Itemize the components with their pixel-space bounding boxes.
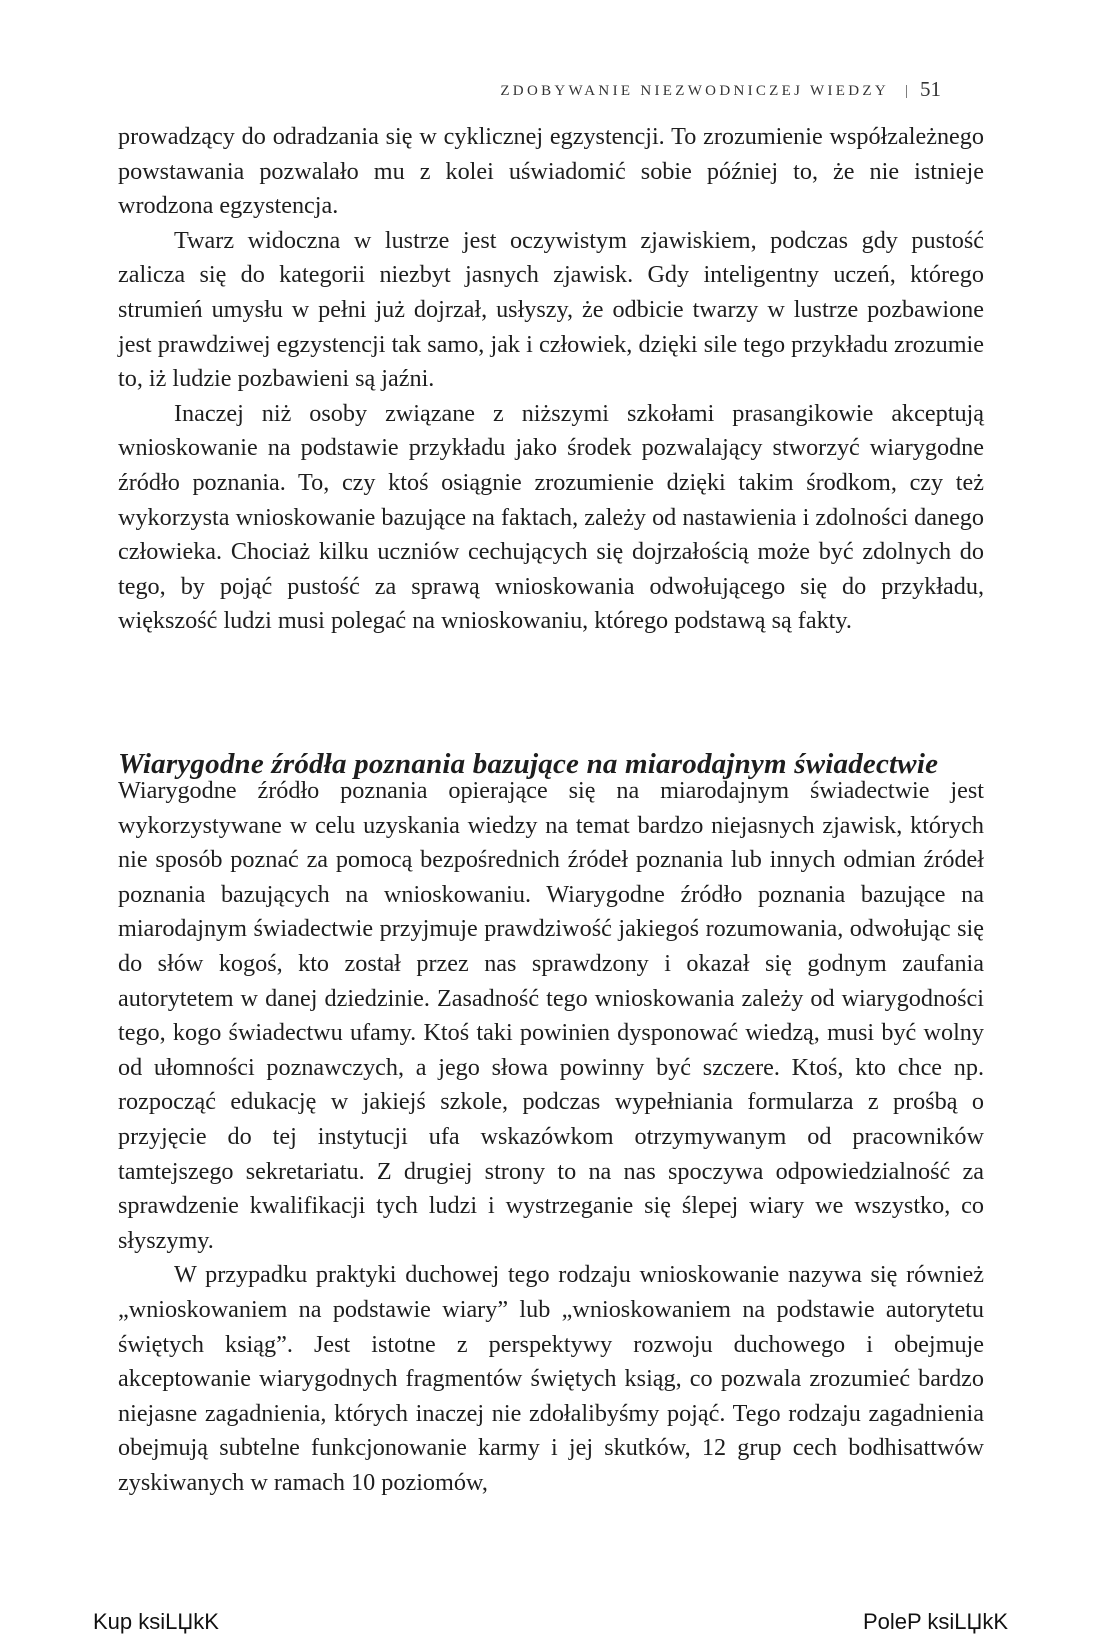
running-title: ZDOBYWANIE NIEZWODNICZEJ WIEDZY	[500, 83, 889, 99]
section-one-body	[118, 120, 984, 639]
section-two-body	[118, 774, 984, 1500]
section-heading: Wiarygodne źródła poznania bazujące na miarodajnym świadectwie	[118, 748, 939, 780]
paragraph: Twarz widoczna w lustrze jest oczywistym zjawiskiem, podczas gdy pustość zalicza się do kategorii niezbyt jasnych zjawisk. Gdy inteligentny uczeń, którego strumień umysłu w pełni już dojrzał, usłyszy, że odbicie twarzy w lustrze pozbawione jest prawdziwej egzystencji tak samo, jak i człowiek, dzięki sile tego przykładu zrozumie to, iż ludzie pozbawieni są jaźni.	[118, 226, 984, 393]
paragraph: W przypadku praktyki duchowej tego rodzaju wnioskowanie nazywa się również „wnioskowaniem na podstawie wiary” lub „wnioskowaniem na podstawie autorytetu świętych ksiąg”. Jest istotne z perspektywy rozwoju duchowego i obejmuje akceptowanie wiarygodnych fragmentów świętych ksiąg, co pozwala zrozumieć bardzo niejasne zagadnienia, których inaczej nie zdołalibyśmy pojąć. Tego rodzaju zagadnienia obejmują subtelne funkcjonowanie karmy i jej skutków, 12 grup cech bodhisattwów zyskiwanych w ramach 10 poziomów,	[118, 1261, 984, 1496]
recommend-book-link[interactable]: PoleP ksiLЏkK	[862, 1609, 1008, 1634]
paragraph: Inaczej niż osoby związane z niższymi szkołami prasangikowie akceptują wnioskowanie na podstawie przykładu jako środek pozwalający stworzyć wiarygodne źródło poznania. To, czy ktoś osiągnie zrozumienie dzięki takim środkom, czy też wykorzysta wnioskowanie bazujące na faktach, zależy od nastawienia i zdolności danego człowieka. Chociaż kilku uczniów cechujących się dojrzałością może być zdolnych do tego, by pojąć pustość za sprawą wnioskowania odwołującego się do przykładu, większość ludzi musi polegać na wnioskowaniu, którego podstawą są fakty.	[118, 399, 984, 635]
buy-book-link[interactable]: Kup ksiLЏkK	[93, 1609, 219, 1634]
paragraph: prowadzący do odradzania się w cyklicznej egzystencji. To zrozumienie współzależnego powstawania pozwalało mu z kolei uświadomić sobie później to, że nie istnieje wrodzona egzystencja.	[118, 123, 984, 220]
page-number: 51	[920, 77, 941, 101]
paragraph: Wiarygodne źródło poznania opierające się na miarodajnym świadectwie jest wykorzystywane w celu uzyskania wiedzy na temat bardzo niejasnych zjawisk, których nie sposób poznać za pomocą bezpośrednich źródeł poznania lub innych odmian źródeł poznania bazujących na wnioskowaniu. Wiarygodne źródło poznania bazujące na miarodajnym świadectwie przyjmuje prawdziwość jakiegoś rozumowania, odwołując się do słów kogoś, kto został przez nas sprawdzony i okazał się godnym zaufania autorytetem w danej dziedzinie. Zasadność tego wnioskowania zależy od wiarygodności tego, kogo świadectwu ufamy. Ktoś taki powinien dysponować wiedzą, musi być wolny od ułomności poznawczych, a jego słowa powinny być szczere. Ktoś, kto chce np. rozpocząć edukację w jakiejś szkole, podczas wypełniania formularza z prośbą o przyjęcie do tej instytucji ufa wskazówkom otrzymywanym od pracowników tamtejszego sekretariatu. Z drugiej strony to na nas spoczywa odpowiedzialność za sprawdzenie kwalifikacji tych ludzi i wystrzeganie się ślepej wiary we wszystko, co słyszymy.	[118, 777, 984, 1254]
running-header	[500, 76, 941, 101]
header-separator: |	[904, 83, 908, 99]
